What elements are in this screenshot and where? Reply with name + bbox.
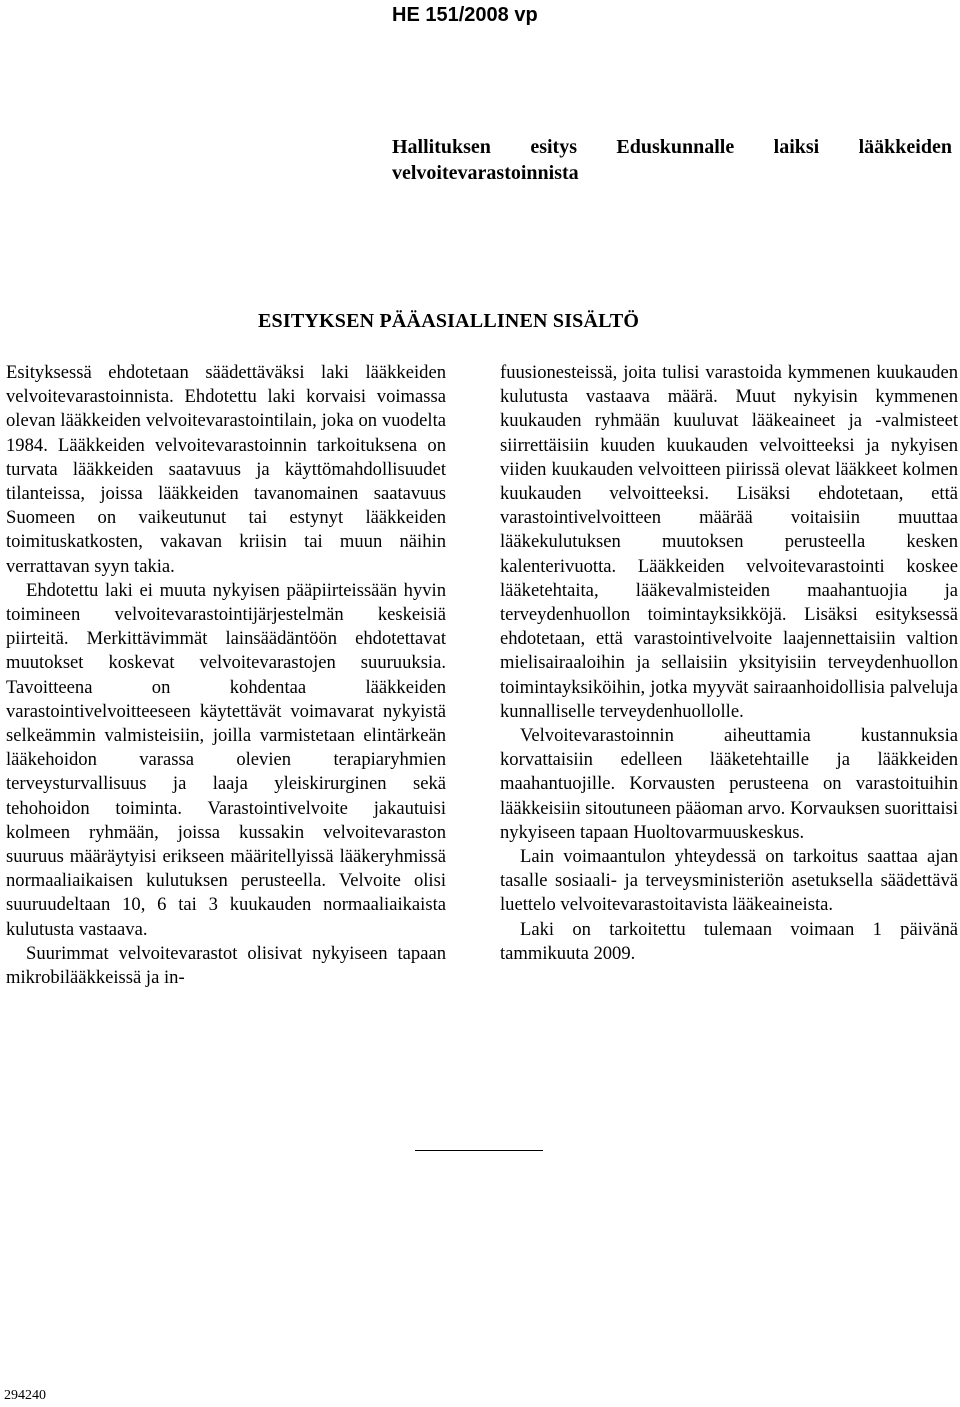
section-heading: ESITYKSEN PÄÄASIALLINEN SISÄLTÖ bbox=[258, 310, 640, 332]
right-paragraph-1: fuusionesteissä, joita tulisi varastoida kymmenen kuukauden kulutusta vastaava määrä. Muut nykyisin kymmenen kuukauden ryhmään kuuluvat lääkeaineet ja -valmisteet siirrettäisiin kuuden kuukauden velvoitteeksi ja nykyisen viiden kuukauden velvoitteen piirissä olevat lääkkeet kolmen kuukauden velvoitteeksi. Lisäksi ehdotetaan, että varastointivelvoitteen määrää voitaisiin muuttaa lääkekulutuksen muutoksen perusteella kesken kalenterivuotta. Lääkkeiden velvoitevarastointi koskee lääketehtaita, lääkevalmisteiden maahantuojia ja terveydenhuollon toimintayksikköjä. Lisäksi esityksessä ehdotetaan, että varastointivelvoite laajennettaisiin valtion mielisairaaloihin ja sellaisiin yksityisiin terveydenhuollon toimintayksiköihin, jotka myyvät sairaanhoidollisia palveluja kunnalliselle terveydenhuollolle. bbox=[500, 362, 958, 722]
right-paragraph-4: Laki on tarkoitettu tulemaan voimaan 1 päivänä tammikuuta 2009. bbox=[500, 918, 958, 964]
right-paragraph-2: Velvoitevarastoinnin aiheuttamia kustannuksia korvattaisiin edelleen lääketehtaille ja lääkkeiden maahantuojille. Korvausten perusteena on varastoituihin lääkkeisiin sitoutuneen pääoman arvo. Korvauksen suorittaisi nykyiseen tapaan Huoltovarmuuskeskus. bbox=[500, 725, 958, 843]
footnote-divider bbox=[415, 1150, 543, 1151]
left-paragraph-3: Suurimmat velvoitevarastot olisivat nykyiseen tapaan mikrobilääkkeissä ja in- bbox=[6, 942, 446, 989]
left-paragraph-1: Esityksessä ehdotetaan säädettäväksi laki lääkkeiden velvoitevarastoinnista. Ehdotettu laki korvaisi voimassa olevan lääkkeiden velvoitevarastointilain, joka on vuodelta 1984. Lääkkeiden velvoitevarastoinnin tarkoituksena on turvata lääkkeiden saatavuus ja käyttömahdollisuudet tilanteissa, joissa lääkkeiden tavanomainen saatavuus Suomeen on vaikeutunut tai estynyt lääkkeiden toimituskatkosten, vakavan kriisin tai muun näihin verrattavan syyn takia. bbox=[6, 362, 446, 577]
page-code: 294240 bbox=[4, 1388, 46, 1403]
right-text-column bbox=[500, 361, 958, 966]
left-text-column bbox=[6, 361, 446, 990]
left-paragraph-2: Ehdotettu laki ei muuta nykyisen pääpiirteissään hyvin toimineen velvoitevarastointijärjestelmän keskeisiä piirteitä. Merkittävimmät lainsäädäntöön ehdotettavat muutokset koskevat velvoitevarastojen suuruuksia. Tavoitteena on kohdentaa lääkkeiden varastointivelvoitteeseen käytettävät voimavarat nykyistä selkeämmin valmisteisiin, joilla varmistetaan elintärkeän lääkehoidon varassa olevien terapiaryhmien terveysturvallisuus ja laaja yleiskirurginen sekä tehohoidon toiminta. Varastointivelvoite jakautuisi kolmeen ryhmään, joissa kussakin velvoitevaraston suuruus määräytyisi erikseen määritellyissä lääkeryhmissä normaaliaikaisen kulutuksen perusteella. Velvoite olisi suuruudeltaan 10, 6 tai 3 kuukauden normaaliaikaista kulutusta vastaava. bbox=[6, 579, 446, 940]
document-id: HE 151/2008 vp bbox=[392, 4, 538, 26]
right-paragraph-3: Lain voimaantulon yhteydessä on tarkoitus saattaa ajan tasalle sosiaali- ja terveysministeriön asetuksella säädettävä luettelo velvoitevarastoitavista lääkeaineista. bbox=[500, 846, 958, 916]
document-title: Hallituksen esitys Eduskunnalle laiksi lääkkeiden velvoitevarastoinnista bbox=[392, 136, 952, 184]
